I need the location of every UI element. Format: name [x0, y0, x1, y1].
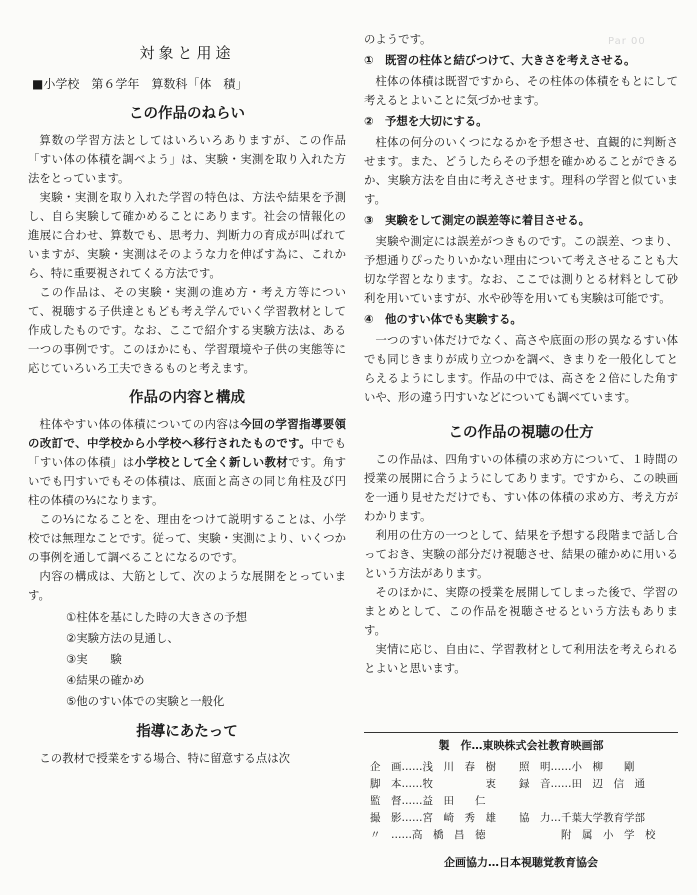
list-item: ④結果の確かめ: [66, 673, 145, 687]
list-item: ③実 験: [66, 652, 122, 666]
list-item: ①柱体を基にした時の大きさの予想: [66, 610, 248, 624]
viewing-paragraph-1: この作品は、四角すいの体積の求め方について、１時間の授業の展開に合うようにしてあります。ですから、この映画を一通り見せただけでも、すい体の体積の求め方、考え方がわかります。: [364, 452, 678, 523]
content-heading: 作品の内容と構成: [129, 390, 245, 406]
list-item: ②実験方法の見通し、: [66, 631, 179, 645]
watermark-stamp: Par 00: [608, 36, 646, 47]
planning-credit: 企画協力…日本視聴覚教育協会: [444, 856, 598, 869]
right-column: [364, 30, 678, 678]
point-3-heading: ③ 実験をして測定の誤差等に着目させる。: [364, 213, 591, 227]
aim-heading: この作品のねらい: [129, 106, 245, 122]
content-paragraph-2: この⅓になることを、理由をつけて説明することは、小学校では無理なことです。従って、実験・実測により、いくつかの事例を通して調べることになるのです。: [28, 512, 346, 564]
production-credit: 製 作…東映株式会社教育映画部: [438, 739, 604, 752]
step-list: [66, 607, 346, 712]
point-2-heading: ② 予想を大切にする。: [364, 114, 488, 128]
credits-block: [364, 732, 678, 870]
guide-heading: 指導にあたって: [136, 724, 238, 740]
viewing-paragraph-2: 利用の仕方の一つとして、結果を予想する段階まで話し合っておき、実験の部分だけ視聴させ、結果の確かめに用いるという方法があります。: [364, 528, 678, 580]
viewing-heading: この作品の視聴の仕方: [448, 425, 594, 441]
point-2-text: 柱体の何分のいくつになるかを予想させ、直観的に判断させます。また、どうしたらその予想を確かめることができるか、実験方法を自由に考えさせます。理科の学習と似ています。: [364, 135, 678, 206]
point-4-text: 一つのすい体だけでなく、高さや底面の形の異なるすい体でも同じきまりが成り立つかを調べ、きまりを一般化してとらえるようにします。作品の中では、高さを２倍にした角すいや、形の違う円すいなどについても調べています。: [364, 333, 678, 404]
guide-paragraph-1: この教材で授業をする場合、特に留意する点は次: [39, 751, 290, 765]
credit-row: 脚 本……牧 衷 録 音……田 辺 信 通: [370, 778, 646, 790]
left-column: [28, 30, 346, 768]
subject-line: ■小学校 第６学年 算数科「体 積」: [32, 77, 248, 91]
content-paragraph-1: 柱体やすい体の体積についての内容は今回の学習指導要領の改訂で、中学校から小学校へ移行されたものです。中でも「すい体の体積」は小学校として全く新しい教材です。角すいでも円すいでもその体積は、底面と高さの同じ角柱及び円柱の体積の⅓になります。: [28, 417, 346, 507]
page-title: 対象と用途: [139, 44, 235, 62]
point-1-text: 柱体の体積は既習ですから、その柱体の体積をもとにして考えるとよいことに気づかせます。: [364, 74, 678, 107]
viewing-paragraph-4: 実情に応じ、自由に、学習教材として利用法を考えられるとよいと思います。: [364, 642, 678, 675]
point-4-heading: ④ 他のすい体でも実験する。: [364, 312, 522, 326]
credit-row: 〃 ……高 橋 昌 徳 附 属 小 学 校: [370, 829, 656, 841]
aim-paragraph-2: 実験・実測を取り入れた学習の特色は、方法や結果を予測し、自ら実験して確かめることにあります。社会の情報化の進展に合わせ、算数でも、思考力、判断力の育成が叫ばれていますが、実験・実測はそのような力を伸ばす為に、これから、特に重要視されてくる方法です。: [28, 190, 346, 280]
point-3-text: 実験や測定には誤差がつきものです。この誤差、つまり、予想通りぴったりいかない理由について考えさせることも大切な学習となります。なお、ここでは測りとる材料として砂利を用いていますが、水や砂等を用いても実験は可能です。: [364, 234, 678, 305]
credit-row: 撮 影……宮 崎 秀 雄 協 力…千葉大学教育学部: [370, 812, 646, 824]
continuation-text: のようです。: [364, 32, 432, 46]
point-1-heading: ① 既習の柱体と結びつけて、大きさを考えさせる。: [364, 53, 636, 67]
credit-row: 監 督……益 田 仁: [370, 795, 486, 807]
content-paragraph-3: 内容の構成は、大筋として、次のような展開をとっています。: [28, 569, 346, 602]
credit-row: 企 画……浅 川 春 樹 照 明……小 柳 剛: [370, 761, 635, 773]
aim-paragraph-1: 算数の学習方法としてはいろいろありますが、この作品「すい体の体積を調べよう」は、実験・実測を取り入れた方法をとっています。: [28, 133, 346, 185]
list-item: ⑤他のすい体での実験と一般化: [66, 694, 225, 708]
viewing-paragraph-3: そのほかに、実際の授業を展開してしまった後で、学習のまとめとして、この作品を視聴させるという方法もあります。: [364, 585, 678, 637]
aim-paragraph-3: この作品は、その実験・実測の進め方・考え方等について、視聴する子供達ともども考え学んでいく学習教材として作成したものです。なお、ここで紹介する実験方法は、ある一つの事例です。このほかにも、学習環境や子供の実態等に応じていろいろ工夫できるものと考えます。: [28, 285, 346, 375]
